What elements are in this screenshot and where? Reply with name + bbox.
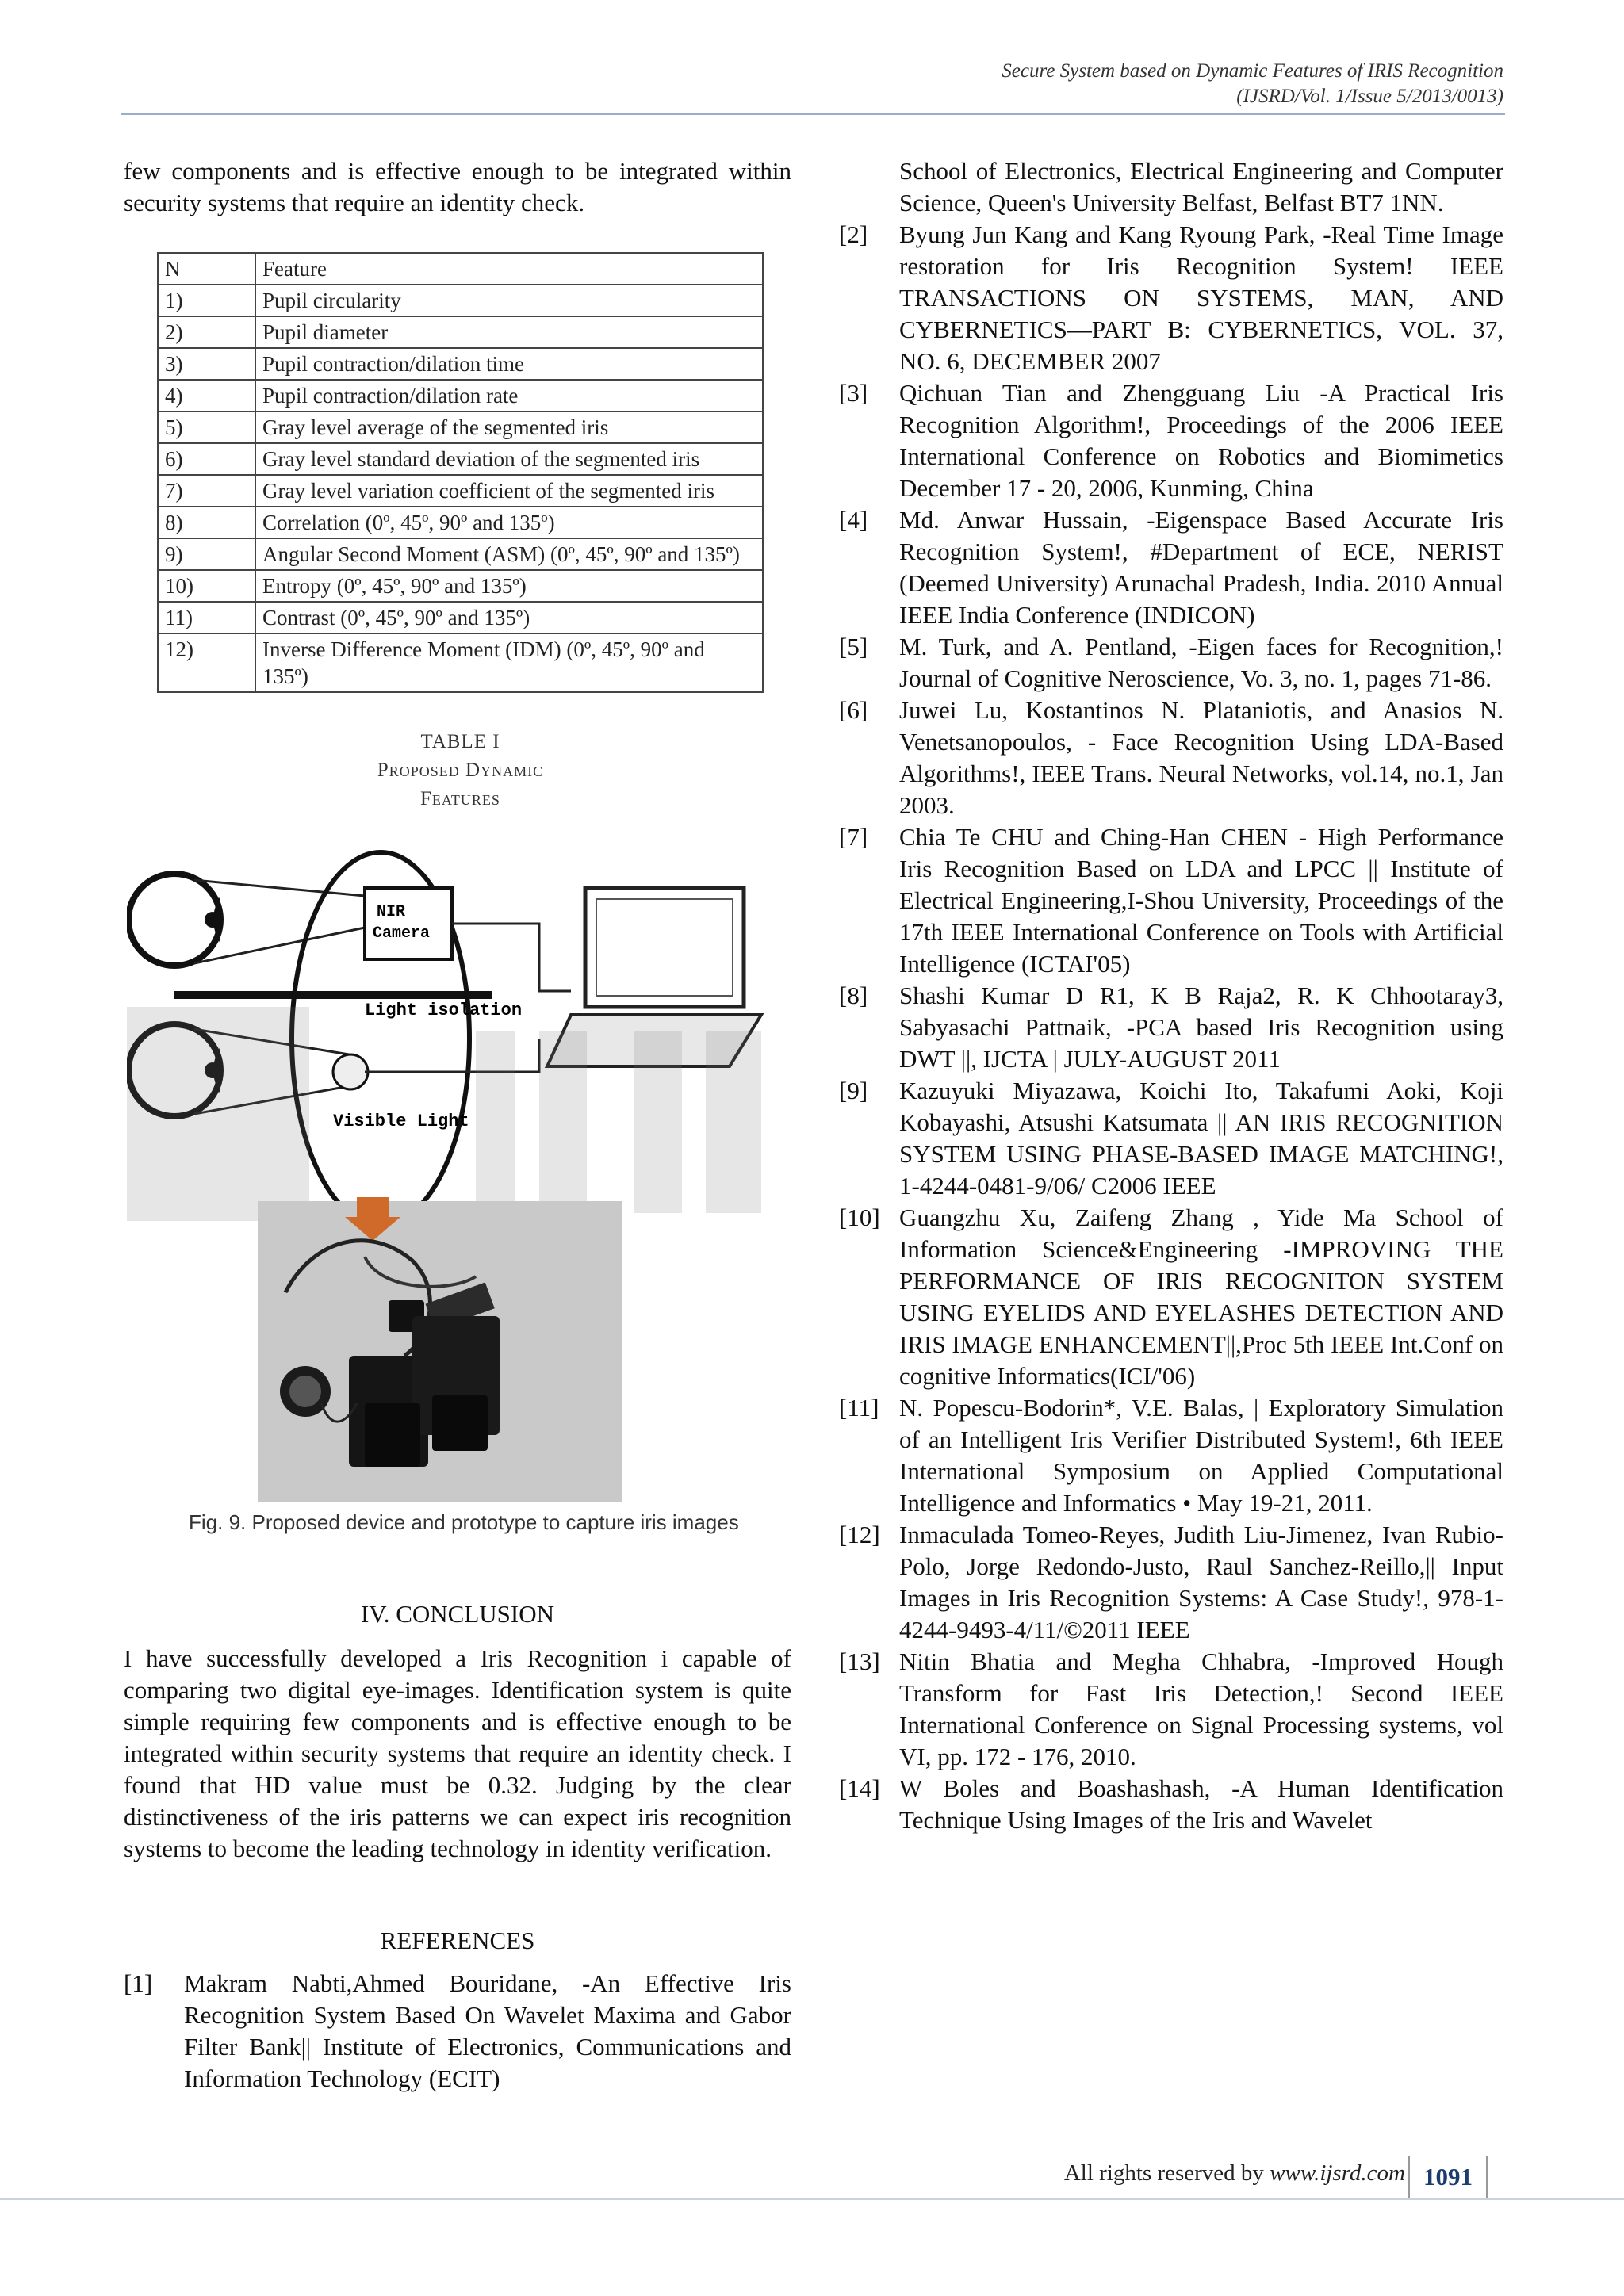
reference-item (839, 631, 1503, 695)
intro-paragraph: few components and is effective enough to be integrated within security systems that require an identity check. (124, 157, 791, 216)
table-row (158, 507, 763, 538)
reference-continuation (839, 155, 1503, 219)
table-header-n: N (158, 253, 255, 285)
table-cell-n: 5) (158, 411, 255, 443)
reference-text: N. Popescu-Bodorin*, V.E. Balas, | Exploratory Simulation of an Intelligent Iris Verifier Distributed System!, 6th IEEE International Symposium on Applied Computational Intelligence and Informatics • May 19-21, 2011. (899, 1394, 1503, 1517)
features-table-wrap (157, 252, 764, 693)
reference-text: W Boles and Boashashash, -A Human Identification Technique Using Images of the Iris and Wavelet (899, 1774, 1503, 1834)
visible-light-label: Visible Light (333, 1112, 469, 1131)
reference-item (839, 695, 1503, 821)
table-cell-feature: Angular Second Moment (ASM) (0º, 45º, 90º and 135º) (255, 538, 763, 570)
footer-rights (1064, 2160, 1405, 2187)
reference-text: Chia Te CHU and Ching-Han CHEN - High Performance Iris Recognition Based on LDA and LPCC || Institute of Electrical Engineering,I-Shou University, Proceedings of the 17th IEEE International Conference on Tools with Artificial Intelligence (ICTAI'05) (899, 823, 1503, 978)
table-cell-n: 3) (158, 348, 255, 380)
table-header-row (158, 253, 763, 285)
reference-number: [5] (839, 633, 868, 660)
reference-number: [9] (839, 1077, 868, 1104)
table-cell-feature: Contrast (0º, 45º, 90º and 135º) (255, 602, 763, 633)
reference-number: [12] (839, 1521, 880, 1548)
reference-number: [7] (839, 823, 868, 851)
features-table (157, 252, 764, 693)
reference-item (839, 504, 1503, 631)
reference-number: [6] (839, 696, 868, 724)
reference-number: [13] (839, 1647, 880, 1675)
references-right (839, 155, 1503, 1836)
reference-number: [2] (839, 220, 868, 248)
device-diagram (127, 848, 777, 1514)
reference-item (839, 1075, 1503, 1202)
reference-number: [3] (839, 379, 868, 407)
footer-site-link[interactable]: www.ijsrd.com (1270, 2160, 1405, 2186)
running-header (1002, 59, 1503, 109)
table-row (158, 538, 763, 570)
reference-text: Nitin Bhatia and Megha Chhabra, -Improved Hough Transform for Fast Iris Detection,! Second IEEE International Conference on Signal Processing systems, vol VI, pp. 172 - 176, 2010. (899, 1647, 1503, 1770)
reference-item (839, 1773, 1503, 1836)
reference-text: Md. Anwar Hussain, -Eigenspace Based Accurate Iris Recognition System!, #Department of ECE, NERIST (Deemed University) Arunachal Pradesh, India. 2010 Annual IEEE India Conference (INDICON) (899, 506, 1503, 629)
table-cell-feature: Inverse Difference Moment (IDM) (0º, 45º, 90º and 135º) (255, 633, 763, 692)
reference-text: Qichuan Tian and Zhengguang Liu -A Practical Iris Recognition Algorithm!, Proceedings of the 2006 IEEE International Conference on Robotics and Biomimetics December 17 - 20, 2006, Kunming, China (899, 379, 1503, 502)
table-row (158, 475, 763, 507)
header-title: Secure System based on Dynamic Features of IRIS Recognition (1002, 60, 1503, 82)
reference-text: Makram Nabti,Ahmed Bouridane, -An Effective Iris Recognition System Based On Wavelet Maxima and Gabor Filter Bank|| Institute of Electronics, Communications and Information Technology (ECIT) (184, 1969, 791, 2092)
prototype-photo (258, 1197, 622, 1502)
device-figure (127, 848, 777, 1514)
table-cell-feature: Pupil circularity (255, 285, 763, 316)
conclusion-paragraph: I have successfully developed a Iris Recognition i capable of comparing two digital eye-images. Identification system is quite simple requiring few components and is effective enough to be integrated within security systems that require an identity check. I found that HD value must be 0.32. Judging by the clear distinctiveness of the iris patterns we can expect iris recognition systems to become the leading technology in identity verification. (124, 1644, 791, 1862)
reference-number: [1] (124, 1969, 153, 1997)
reference-item (839, 821, 1503, 980)
reference-item (124, 1968, 791, 2095)
reference-continuation-text: School of Electronics, Electrical Engineering and Computer Science, Queen's University Belfast, Belfast BT7 1NN. (899, 157, 1503, 216)
reference-item (839, 1519, 1503, 1646)
table-row (158, 443, 763, 475)
header-rule (121, 113, 1505, 115)
table-cell-feature: Pupil contraction/dilation rate (255, 380, 763, 411)
reference-text: Guangzhu Xu, Zaifeng Zhang , Yide Ma School of Information Science&Engineering -IMPROVING THE PERFORMANCE OF IRIS RECOGNITON SYSTEM USING EYELIDS AND EYELASHES DETECTION AND IRIS IMAGE ENHANCEMENT||,Proc 5th IEEE Int.Conf on cognitive Informatics(ICI/'06) (899, 1203, 1503, 1390)
reference-text: Juwei Lu, Kostantinos N. Plataniotis, and Anasios N. Venetsanopoulos, - Face Recognition Using LDA-Based Algorithms!, IEEE Trans. Neural Networks, vol.14, no.1, Jan 2003. (899, 696, 1503, 819)
reference-item (839, 1646, 1503, 1773)
table-cell-n: 11) (158, 602, 255, 633)
reference-text: M. Turk, and A. Pentland, -Eigen faces for Recognition,! Journal of Cognitive Neroscience, Vo. 3, no. 1, pages 71-86. (899, 633, 1503, 692)
table-cell-n: 6) (158, 443, 255, 475)
reference-text: Shashi Kumar D R1, K B Raja2, R. K Chhootaray3, Sabyasachi Pattnaik, -PCA based Iris Recognition using DWT ||, IJCTA | JULY-AUGUST 2011 (899, 982, 1503, 1073)
reference-text: Inmaculada Tomeo-Reyes, Judith Liu-Jimenez, Ivan Rubio-Polo, Jorge Redondo-Justo, Raul Sanchez-Reillo,|| Input Images in Iris Recognition Systems: A Case Study!, 978-1-4244-9493-4/11/©2011 IEEE (899, 1521, 1503, 1644)
light-isolation-label: Light isolation (365, 1001, 523, 1020)
table-row (158, 602, 763, 633)
table-caption-line3: Features (420, 788, 500, 809)
light-bulb-icon (333, 1054, 368, 1089)
table-caption-line1: TABLE I (420, 731, 500, 752)
table-row (158, 285, 763, 316)
table-row (158, 633, 763, 692)
table-row (158, 316, 763, 348)
page-number: 1091 (1408, 2156, 1488, 2198)
table-cell-feature: Pupil diameter (255, 316, 763, 348)
camera-label: Camera (373, 924, 431, 943)
table-header-feature: Feature (255, 253, 763, 285)
references-heading: REFERENCES (380, 1927, 535, 1954)
table-cell-feature: Gray level variation coefficient of the segmented iris (255, 475, 763, 507)
nir-label: NIR (377, 903, 406, 921)
light-isolation-bar (174, 991, 492, 999)
references-left (124, 1968, 791, 2095)
table-cell-n: 10) (158, 570, 255, 602)
table-cell-n: 8) (158, 507, 255, 538)
table-caption (157, 728, 764, 813)
figure-caption: Fig. 9. Proposed device and prototype to capture iris images (189, 1510, 739, 1534)
table-cell-n: 9) (158, 538, 255, 570)
reference-item (839, 1392, 1503, 1519)
reference-text: Kazuyuki Miyazawa, Koichi Ito, Takafumi Aoki, Koji Kobayashi, Atsushi Katsumata || AN IRIS RECOGNITION SYSTEM USING PHASE-BASED IMAGE MATCHING!, 1-4244-0481-9/06/ C2006 IEEE (899, 1077, 1503, 1200)
footer-rights-text: All rights reserved by (1063, 2160, 1264, 2186)
table-cell-n: 1) (158, 285, 255, 316)
reference-number: [11] (839, 1394, 879, 1422)
reference-text: Byung Jun Kang and Kang Ryoung Park, -Real Time Image restoration for Iris Recognition System! IEEE TRANSACTIONS ON SYSTEMS, MAN, AND CYBERNETICS—PART B: CYBERNETICS, VOL. 37, NO. 6, DECEMBER 2007 (899, 220, 1503, 375)
reference-number: [8] (839, 982, 868, 1009)
table-cell-feature: Pupil contraction/dilation time (255, 348, 763, 380)
table-row (158, 570, 763, 602)
reference-item (839, 219, 1503, 377)
table-cell-feature: Correlation (0º, 45º, 90º and 135º) (255, 507, 763, 538)
footer-rule (0, 2198, 1624, 2200)
conclusion-heading: IV. CONCLUSION (360, 1600, 554, 1628)
reference-number: [10] (839, 1203, 880, 1231)
table-cell-feature: Entropy (0º, 45º, 90º and 135º) (255, 570, 763, 602)
table-cell-n: 4) (158, 380, 255, 411)
table-row (158, 348, 763, 380)
table-row (158, 380, 763, 411)
left-column-intro (124, 155, 791, 219)
table-cell-n: 12) (158, 633, 255, 692)
reference-item (839, 980, 1503, 1075)
reference-item (839, 377, 1503, 504)
reference-item (839, 1202, 1503, 1392)
table-caption-line2: Proposed Dynamic (377, 760, 544, 781)
table-row (158, 411, 763, 443)
table-cell-n: 2) (158, 316, 255, 348)
upper-eye-icon (128, 874, 220, 966)
table-cell-feature: Gray level average of the segmented iris (255, 411, 763, 443)
nir-camera-box (365, 888, 452, 959)
reference-number: [14] (839, 1774, 880, 1802)
table-cell-n: 7) (158, 475, 255, 507)
reference-number: [4] (839, 506, 868, 534)
table-cell-feature: Gray level standard deviation of the segmented iris (255, 443, 763, 475)
header-journal: (IJSRD/Vol. 1/Issue 5/2013/0013) (1236, 86, 1503, 107)
